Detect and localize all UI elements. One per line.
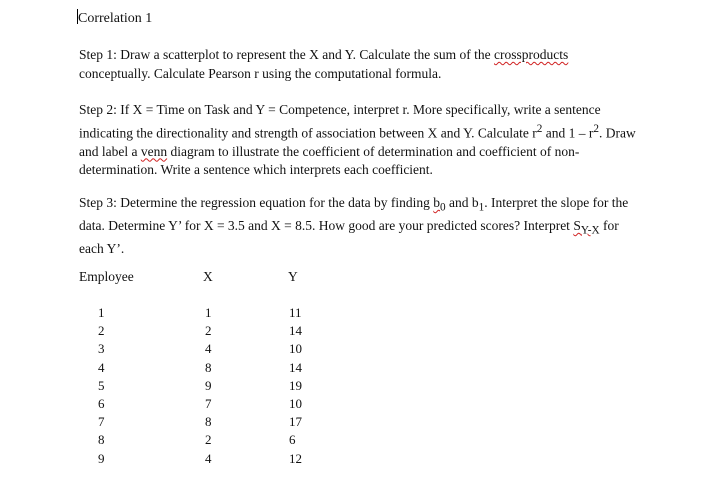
table-cell-y: 17 (289, 414, 302, 430)
x-column (205, 304, 212, 468)
step-2-text-d: diagram to illustrate the coefficient of determination and coefficient of non-determination. Write a sentence which interprets each coefficient. (79, 143, 580, 177)
spellcheck-word-syx[interactable]: $S_{Y-X}$ (573, 218, 600, 237)
table-cell-employee: 2 (98, 323, 105, 339)
step-3-text-a: Step 3: Determine the regression equation for the data by finding (79, 195, 434, 210)
step-3-text-d: for each Y’. (79, 218, 619, 257)
step-2-text-c: . Draw and label a (79, 125, 636, 159)
step-2-text-b: and 1 – r (542, 125, 594, 140)
table-cell-employee: 1 (98, 305, 105, 320)
table-cell-employee: 4 (98, 359, 105, 375)
step-2-paragraph (79, 101, 639, 180)
spellcheck-word-b0[interactable]: $b_0$ (433, 195, 446, 214)
table-cell-y: 10 (289, 341, 302, 357)
table-cell-y: 11 (289, 305, 302, 320)
table-cell-x: 7 (205, 395, 212, 411)
table-cell-employee: 5 (98, 377, 105, 393)
table-cell-employee: 6 (98, 395, 105, 411)
employee-column (98, 304, 105, 468)
table-cell-x: 1 (205, 305, 212, 320)
column-header-employee: Employee (79, 269, 134, 284)
superscript-2b: 2 (593, 122, 599, 135)
step-2-text-a: Step 2: If X = Time on Task and Y = Competence, interpret r. More specifically, write a sentence indicating the directionality and strength of association between X and Y. Calculate r (79, 102, 601, 140)
table-cell-x: 2 (205, 323, 212, 339)
table-cell-x: 8 (205, 359, 212, 375)
document-title: Correlation 1 (78, 11, 153, 26)
step-3-paragraph (79, 194, 639, 259)
column-header-y: Y (288, 269, 298, 284)
table-cell-x: 9 (205, 377, 212, 393)
step-1-text: Step 1: Draw a scatterplot to represent the X and Y. Calculate the sum of the (79, 47, 495, 62)
superscript-2: 2 (536, 122, 543, 135)
step-1-paragraph (79, 46, 639, 83)
table-cell-employee: 3 (98, 341, 105, 357)
y-column (289, 304, 302, 468)
table-cell-employee: 9 (98, 450, 105, 466)
column-header-x: X (203, 269, 213, 284)
table-cell-x: 8 (205, 414, 212, 430)
table-cell-y: 19 (289, 377, 302, 393)
table-cell-x: 4 (205, 450, 212, 466)
step-3-text-b: and b (445, 195, 479, 210)
table-cell-y: 6 (289, 432, 296, 448)
spellcheck-word-venn[interactable]: venn (140, 143, 168, 159)
table-cell-x: 2 (205, 432, 212, 448)
table-cell-employee: 8 (98, 432, 105, 448)
subscript-1: 1 (478, 201, 485, 214)
table-cell-y: 12 (289, 450, 302, 466)
table-cell-y: 14 (289, 323, 302, 339)
step-3-text-c: . Interpret the slope for the data. Determine Y’ for X = 3.5 and X = 8.5. How good are your predicted scores? Interpret (79, 195, 629, 234)
table-cell-x: 4 (205, 341, 212, 357)
table-cell-employee: 7 (98, 414, 105, 430)
table-cell-y: 14 (289, 359, 302, 375)
spellcheck-word-crossproducts[interactable]: crossproducts (494, 47, 569, 62)
step-1-text-end: conceptually. Calculate Pearson r using the computational formula. (79, 65, 442, 81)
table-cell-y: 10 (289, 395, 302, 411)
